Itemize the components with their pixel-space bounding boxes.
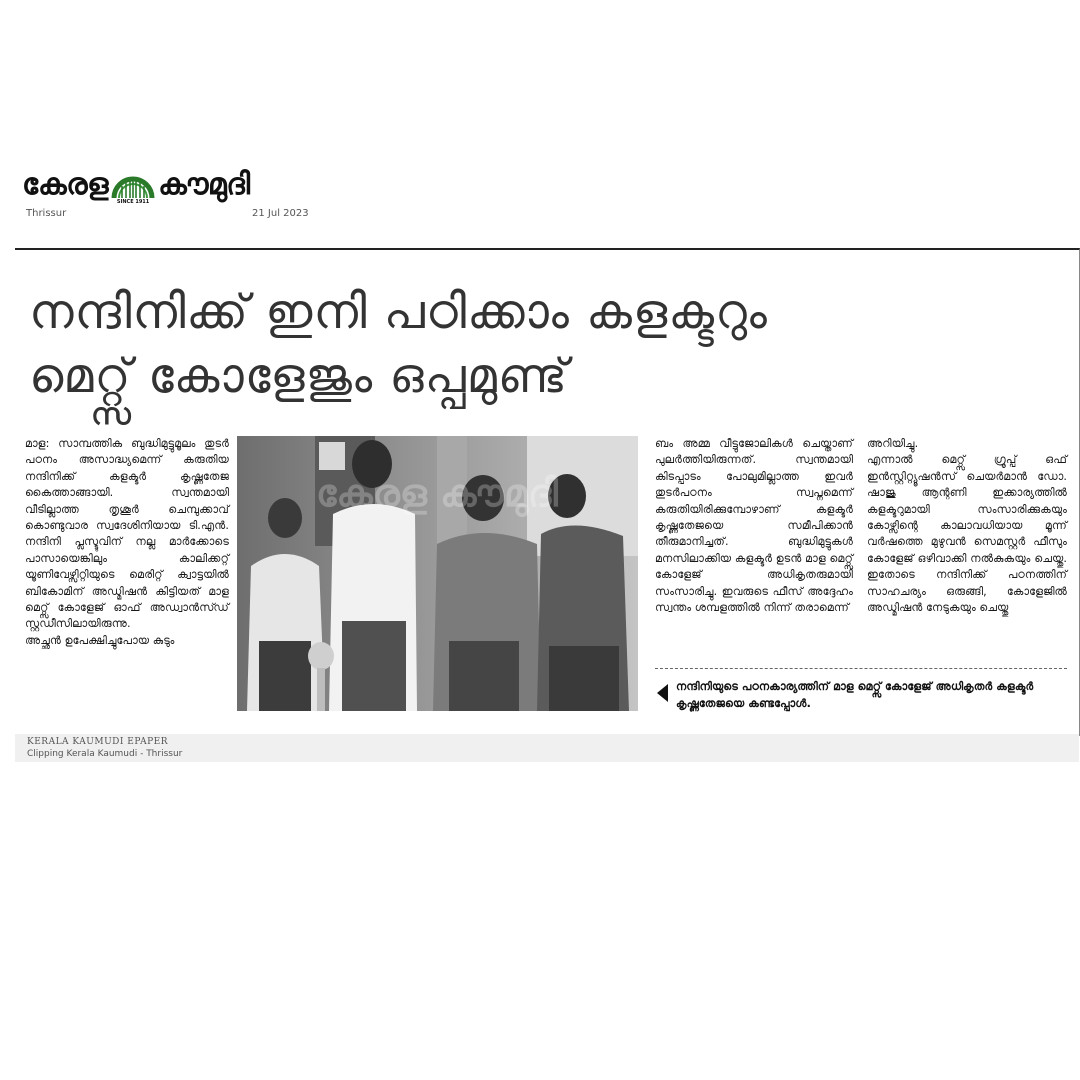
logo-right-word: കൗമുദി (158, 166, 250, 202)
caption-arrow-icon (657, 684, 668, 702)
footer-clipping-source: Clipping Kerala Kaumudi - Thrissur (27, 749, 183, 759)
paragraph: ബം അമ്മ വീട്ടുജോലികൾ ചെയ്താണ് പുലർത്തിയിരുന്നത്. സ്വന്തമായി കിടപ്പാടം പോലുമില്ലാത്ത ഇവർ തുടർപഠനം സ്വപ്നമെന്ന് കരുതിയിരിക്കുമ്പോഴാണ് കളക്ടർ കൃഷ്ണതേജയെ സമീപിക്കാൻ തീരുമാനിച്ചത്. ബുദ്ധിമുട്ടുകൾ മനസിലാക്കിയ കളക്ടർ ഉടൻ മാള മെറ്റ്സ് കോളേജ് അധികൃതരുമായി സംസാരിച്ചു. ഇവരുടെ ഫീസ് അദ്ദേഹം സ്വന്തം ശമ്പളത്തിൽ നിന്ന് തരാമെന്ന് (655, 437, 853, 615)
article-column-4 (867, 436, 1067, 616)
caption-divider (655, 668, 1067, 669)
watermark-text: കേരള കൗമുദി (316, 471, 558, 515)
footer-brand: KERALA KAUMUDI EPAPER (27, 737, 168, 747)
article-photo (237, 436, 638, 711)
edition-place: Thrissur (26, 208, 67, 219)
article-column-1 (25, 436, 229, 649)
paragraph: മാള: സാമ്പത്തിക ബുദ്ധിമുട്ടുമൂലം തുടർ പഠനം അസാദ്ധ്യമെന്ന് കരുതിയ നന്ദിനിക്ക് കളക്ടർ കൃഷ്ണതേജ കൈത്താങ്ങായി. സ്വന്തമായി വീടില്ലാത്ത തൃശൂർ ചെമ്പുക്കാവ് കൊണ്ടുവാര സ്വദേശിനിയായ ടി.എൻ. നന്ദിനി പ്ലസ്ടുവിന് നല്ല മാർക്കോടെ പാസായെങ്കിലും കാലിക്കറ്റ് യൂണിവേഴ്സിറ്റിയുടെ മെരിറ്റ് ക്വാട്ടയിൽ ബികോമിന് അഡ്മിഷൻ കിട്ടിയത് മാള മെറ്റ്സ് കോളേജ് ഓഫ് അഡ്വാൻസ്ഡ് സ്റ്റഡീസിലായിരുന്നു. (25, 437, 229, 631)
edition-date: 21 Jul 2023 (252, 208, 309, 219)
since-text: SINCE 1911 (116, 199, 150, 205)
newspaper-logo[interactable] (22, 160, 250, 208)
paragraph: അച്ഛൻ ഉപേക്ഷിച്ചുപോയ കുടും (25, 633, 175, 647)
headline-line-2: മെറ്റ്സ് കോളേജും ഒപ്പമുണ്ട് (29, 348, 569, 404)
article-headline (29, 280, 1069, 408)
article-column-3 (655, 436, 853, 616)
logo-left-word: കേരള (22, 166, 109, 202)
paragraph: എന്നാൽ മെറ്റ്സ് ഗ്രൂപ്പ് ഒഫ് ഇൻസ്റ്റിറ്റ്യൂഷൻസ് ചെയർമാൻ ഡോ. ഷാജു ആന്റണി ഇക്കാര്യത്തിൽ കളക്ടറുമായി സംസാരിക്കുകയും കോഴ്സിന്റെ കാലാവധിയായ മൂന്ന് വർഷത്തെ മുഴുവൻ സെമസ്റ്റർ ഫീസും കോളേജ് ഒഴിവാക്കി നൽകുകയും ചെയ്തു. ഇതോടെ നന്ദിനിക്ക് പഠനത്തിന് സാഹചര്യം ഒരുങ്ങി, കോളേജിൽ അഡ്മിഷൻ നേടുകയും ചെയ്തു (867, 453, 1067, 615)
paragraph: അറിയിച്ചു. (867, 437, 919, 450)
masthead (22, 160, 322, 230)
lamp-arch-icon (110, 162, 156, 206)
photo-caption (655, 678, 1067, 712)
headline-line-1: നന്ദിനിക്ക് ഇനി പഠിക്കാം കളക്ടറും (29, 284, 768, 340)
news-article (15, 248, 1080, 736)
epaper-footer (15, 734, 1079, 762)
caption-text: നന്ദിനിയുടെ പഠനകാര്യത്തിന് മാള മെറ്റ്സ് കോളേജ് അധികൃതർ കളക്ടർ കൃഷ്ണതേജയെ കണ്ടപ്പോൾ. (676, 680, 1034, 710)
